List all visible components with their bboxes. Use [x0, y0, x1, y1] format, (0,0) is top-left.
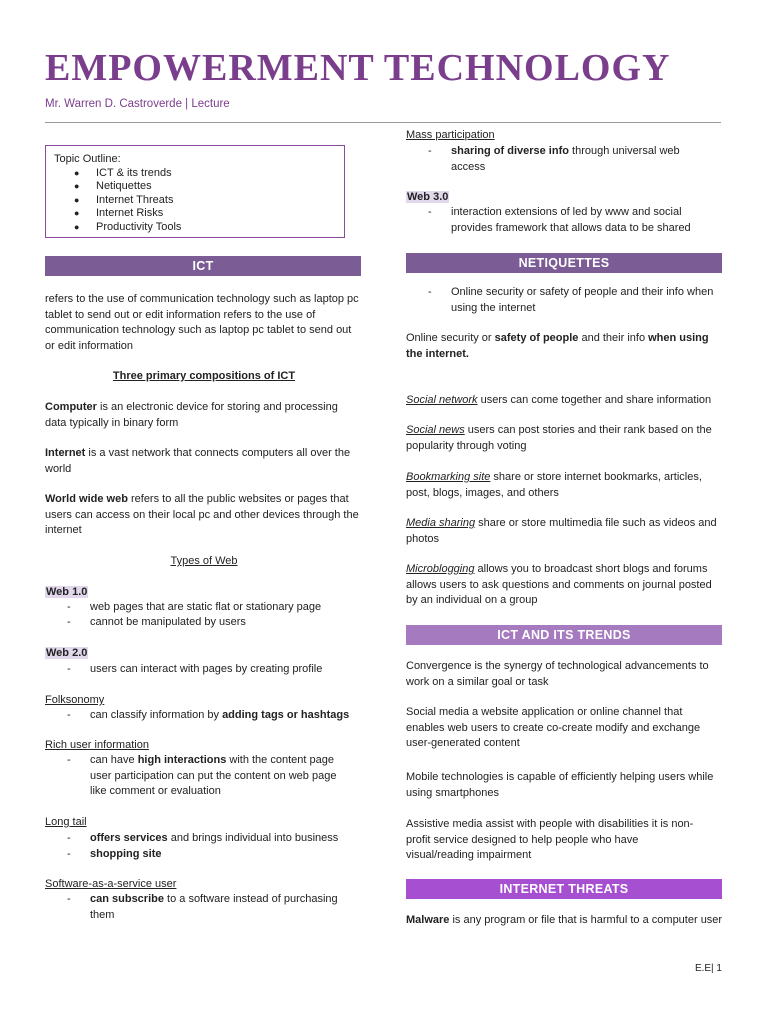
www-paragraph: [45, 492, 363, 539]
topic-outline-item: ● Productivity Tools: [96, 221, 336, 235]
header-divider: [45, 122, 721, 123]
long-tail-item: - offers services and brings individual into business: [67, 832, 339, 844]
media-sharing-paragraph: Media sharing share or store multimedia file such as videos and photos: [406, 517, 717, 545]
web1-label: [45, 585, 88, 601]
internet-paragraph: [45, 446, 363, 477]
web3-highlight: Web 3.0: [407, 191, 449, 203]
web1-item: - web pages that are static flat or stationary page: [67, 601, 322, 613]
topic-outline-heading: Topic Outline:: [54, 153, 121, 165]
internet-term: Internet: [45, 447, 86, 459]
web2-item: - users can interact with pages by creating profile: [67, 663, 323, 675]
microblogging-paragraph: Microblogging allows you to broadcast short blogs and forums allows users to ask questions and comments on journal posted by an individual on a group: [406, 563, 712, 606]
malware-paragraph: Malware is any program or file that is harmful to a computer user: [406, 914, 723, 926]
web2-label: [45, 646, 88, 662]
folksonomy-label: Folksonomy: [45, 694, 105, 706]
web1-highlight: Web 1.0: [46, 586, 88, 598]
mobile-tech-paragraph: Mobile technologies is capable of efficiently helping users while using smartphones: [406, 771, 714, 799]
social-network-paragraph: Social network users can come together and share information: [406, 394, 712, 406]
rich-user-item: - can have high interactions with the content page user participation can put the content on web page like comment or evaluation: [67, 754, 337, 797]
netiquettes-item: - Online security or safety of people and their info when using the internet: [428, 286, 714, 314]
topic-outline-box: [45, 145, 345, 238]
social-media-paragraph: Social media a website application or online channel that enables web users to create co-create modify and exchange user-generated content: [406, 706, 701, 749]
page-subtitle: Mr. Warren D. Castroverde | Lecture: [45, 98, 230, 110]
saas-label: Software-as-a-service user: [45, 878, 177, 890]
web1-item: - cannot be manipulated by users: [67, 616, 246, 628]
section-bar-netiquettes: NETIQUETTES: [406, 253, 722, 273]
topic-outline-item: ● Internet Threats: [96, 194, 336, 208]
topic-outline-list: [54, 167, 336, 235]
web3-label: [406, 190, 449, 206]
section-bar-ict-trends: ICT AND ITS TRENDS: [406, 625, 722, 645]
saas-item: - can subscribe to a software instead of purchasing them: [67, 893, 338, 921]
mass-participation-item: - sharing of diverse info through universal web access: [428, 145, 680, 173]
social-news-paragraph: Social news users can post stories and their rank based on the popularity through voting: [406, 424, 712, 452]
www-text: refers to all the public websites or pages that users can access on their local pc and other devices through the internet: [45, 493, 359, 536]
convergence-paragraph: Convergence is the synergy of technological advancements to work on a similar goal or task: [406, 660, 709, 688]
topic-outline-item: ● Netiquettes: [96, 180, 336, 194]
assistive-media-paragraph: Assistive media assist with people with disabilities it is non-profit service designed to help people who have visual/reading impairment: [406, 818, 694, 861]
bookmarking-paragraph: Bookmarking site share or store internet bookmarks, articles, post, blogs, images, and others: [406, 471, 702, 499]
long-tail-label: Long tail: [45, 816, 87, 828]
internet-text: is a vast network that connects computers all over the world: [45, 447, 351, 475]
computer-term: Computer: [45, 401, 97, 413]
ict-definition: refers to the use of communication technology such as laptop pc tablet to send out or edit information refers to the use of communication technology such as laptop pc tablet to send out or edit information: [45, 293, 359, 352]
section-bar-ict: ICT: [45, 256, 361, 276]
web3-item: - interaction extensions of led by www and social provides framework that allows data to be shared: [428, 206, 691, 234]
section-bar-internet-threats: INTERNET THREATS: [406, 879, 722, 899]
page-number: E.E| 1: [694, 963, 722, 974]
mass-participation-label: Mass participation: [406, 129, 495, 141]
types-of-web-heading: Types of Web: [170, 555, 238, 567]
computer-text: is an electronic device for storing and processing data typically in binary form: [45, 401, 338, 429]
long-tail-item: - shopping site: [67, 848, 162, 860]
www-term: World wide web: [45, 493, 128, 505]
computer-paragraph: [45, 400, 355, 431]
folksonomy-item: - can classify information by adding tags or hashtags: [67, 709, 350, 721]
page-title: EMPOWERMENT TECHNOLOGY: [45, 47, 671, 89]
netiquettes-paragraph: Online security or safety of people and their info when using the internet.: [406, 332, 709, 360]
rich-user-label: Rich user information: [45, 739, 149, 751]
topic-outline-item: ● Internet Risks: [96, 207, 336, 221]
topic-outline-item: ● ICT & its trends: [96, 167, 336, 181]
compositions-heading: Three primary compositions of ICT: [112, 370, 296, 382]
web2-highlight: Web 2.0: [46, 647, 88, 659]
